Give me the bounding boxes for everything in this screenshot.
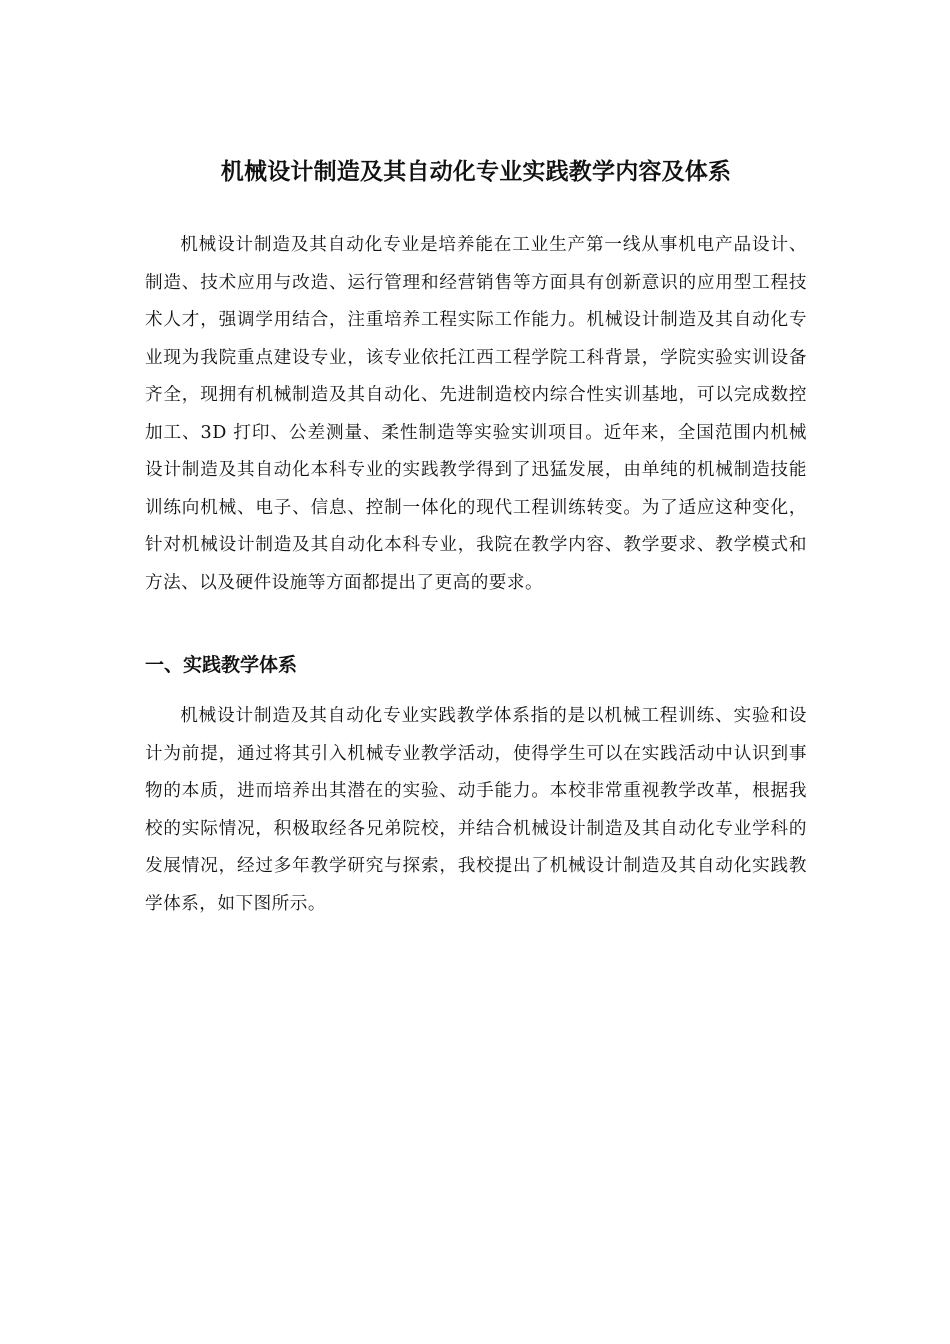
section-paragraph: 机械设计制造及其自动化专业实践教学体系指的是以机械工程训练、实验和设计为前提，通过将其引入机械专业教学活动，使得学生可以在实践活动中认识到事物的本质，进而培养出其潜在的实验、动手能力。本校非常重视教学改革，根据我校的实际情况，积极取经各兄弟院校，并结合机械设计制造及其自动化专业学科的发展情况，经过多年教学研究与探索，我校提出了机械设计制造及其自动化实践教学体系，如下图所示。	[145, 706, 807, 914]
intro-paragraph: 机械设计制造及其自动化专业是培养能在工业生产第一线从事机电产品设计、制造、技术应用与改造、运行管理和经营销售等方面具有创新意识的应用型工程技术人才，强调学用结合，注重培养工程实际工作能力。机械设计制造及其自动化专业现为我院重点建设专业，该专业依托江西工程学院工科背景，学院实验实训设备齐全，现拥有机械制造及其自动化、先进制造校内综合性实训基地，可以完成数控加工、3D 打印、公差测量、柔性制造等实验实训项目。近年来，全国范围内机械设计制造及其自动化本科专业的实践教学得到了迅猛发展，由单纯的机械制造技能训练向机械、电子、信息、控制一体化的现代工程训练转变。为了适应这种变化，针对机械设计制造及其自动化本科专业，我院在教学内容、教学要求、教学模式和方法、以及硬件设施等方面都提出了更高的要求。	[145, 235, 807, 593]
document-title: 机械设计制造及其自动化专业实践教学内容及体系	[220, 159, 732, 185]
section-heading: 一、实践教学体系	[145, 654, 298, 676]
